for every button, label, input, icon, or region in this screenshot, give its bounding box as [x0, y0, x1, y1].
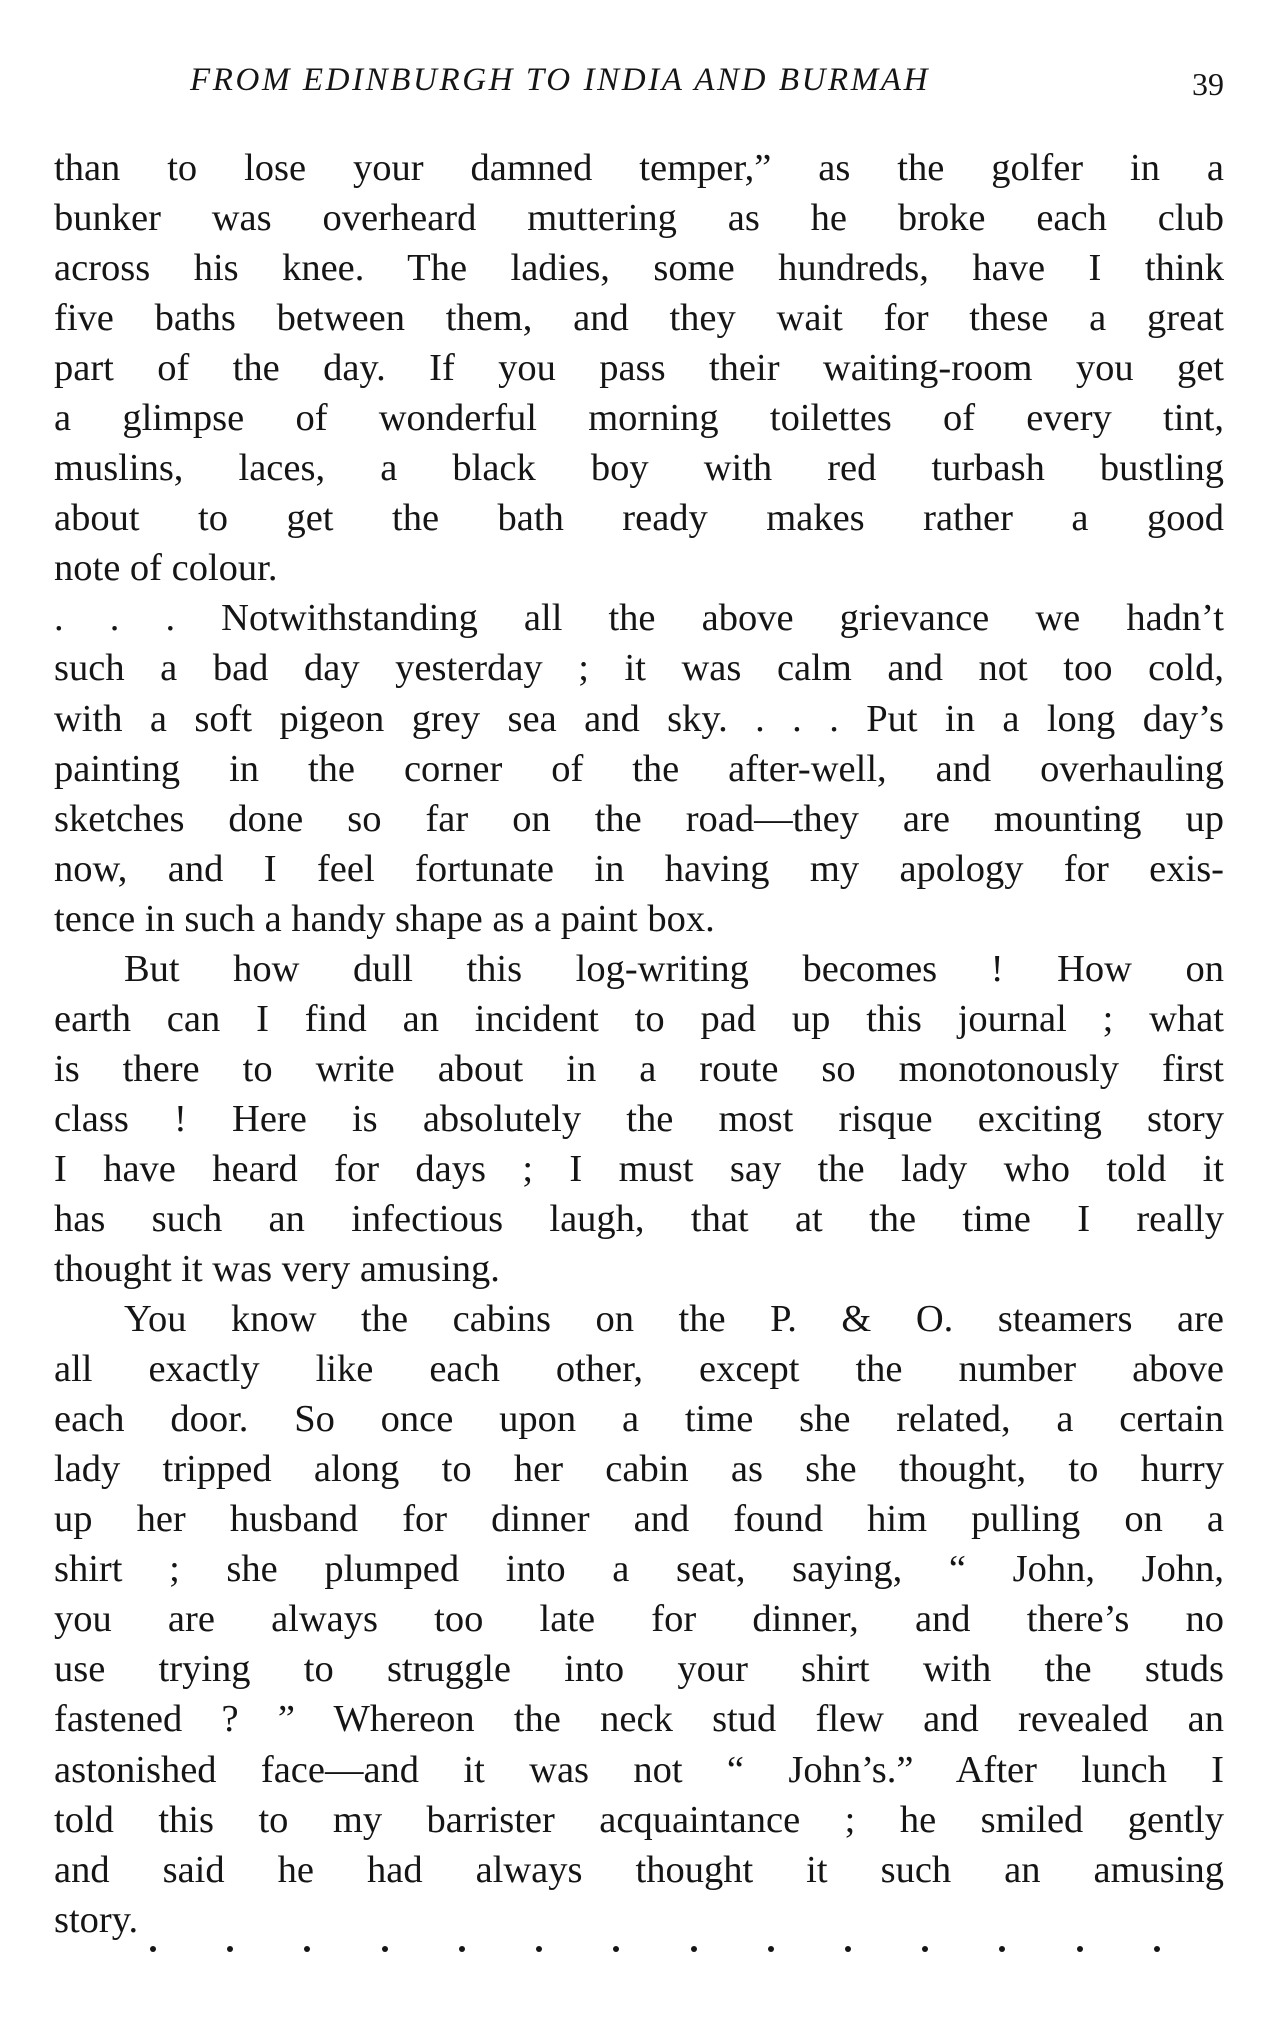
running-head: [54, 62, 1224, 108]
text-line: fastened ? ” Whereon the neck stud flew and revealed an: [54, 1698, 1224, 1741]
text-line: But how dull this log-writing becomes ! How on: [124, 947, 1224, 990]
text-line: than to lose your damned temper,” as the golfer in a: [54, 147, 1224, 189]
text-line: note of colour.: [54, 547, 278, 590]
text-line: part of the day. If you pass their waiting-room you get: [54, 347, 1224, 390]
text-line: five baths between them, and they wait for these a great: [54, 297, 1224, 340]
ellipsis-dot: [1077, 1946, 1083, 1952]
text-line: you are always too late for dinner, and there’s no: [54, 1598, 1224, 1641]
text-line: now, and I feel fortunate in having my apology for exis-: [54, 847, 1224, 890]
text-line: across his knee. The ladies, some hundreds, have I think: [54, 247, 1224, 290]
body-text: [54, 143, 1224, 1945]
text-line: tence in such a handy shape as a paint box.: [54, 897, 715, 940]
text-line: earth can I find an incident to pad up this journal ; what: [54, 997, 1224, 1040]
text-line: bunker was overheard muttering as he broke each club: [54, 197, 1224, 240]
text-line: up her husband for dinner and found him pulling on a: [54, 1498, 1224, 1541]
ellipsis-dot: [845, 1946, 851, 1952]
text-line: story.: [54, 1898, 139, 1941]
text-line: muslins, laces, a black boy with red turbash bustling: [54, 447, 1224, 490]
paragraph: [54, 944, 1224, 1294]
text-line: with a soft pigeon grey sea and sky. . . . Put in a long day’s: [54, 697, 1224, 740]
text-line: I have heard for days ; I must say the lady who told it: [54, 1147, 1224, 1190]
ellipsis-dot: [150, 1946, 156, 1952]
text-line: thought it was very amusing.: [54, 1248, 500, 1291]
paragraph: [54, 1294, 1224, 1945]
text-line: such a bad day yesterday ; it was calm and not too cold,: [54, 647, 1224, 690]
ellipsis-dot: [382, 1946, 388, 1952]
text-line: class ! Here is absolutely the most risque exciting story: [54, 1097, 1224, 1140]
ellipsis-dot: [459, 1946, 465, 1952]
text-line: is there to write about in a route so monotonously first: [54, 1047, 1224, 1090]
ellipsis-dot: [768, 1946, 774, 1952]
text-line: and said he had always thought it such an amusing: [54, 1848, 1224, 1891]
ellipsis-dot: [999, 1946, 1005, 1952]
ellipsis-dot: [613, 1946, 619, 1952]
text-line: has such an infectious laugh, that at the time I really: [54, 1197, 1224, 1240]
text-line: You know the cabins on the P. & O. steamers are: [124, 1298, 1224, 1341]
ellipsis-dot: [922, 1946, 928, 1952]
text-line: . . . Notwithstanding all the above grievance we hadn’t: [54, 597, 1224, 640]
page-number: 39: [1192, 66, 1224, 102]
text-line: use trying to struggle into your shirt with the studs: [54, 1648, 1224, 1691]
ellipsis-dot: [1154, 1946, 1160, 1952]
ellipsis-dot: [536, 1946, 542, 1952]
text-line: lady tripped along to her cabin as she thought, to hurry: [54, 1448, 1224, 1491]
text-line: all exactly like each other, except the number above: [54, 1348, 1224, 1391]
ellipsis-dot: [691, 1946, 697, 1952]
paragraph: [54, 593, 1224, 943]
paragraph: [54, 143, 1224, 593]
text-line: shirt ; she plumped into a seat, saying, “ John, John,: [54, 1548, 1224, 1591]
text-line: told this to my barrister acquaintance ; he smiled gently: [54, 1798, 1224, 1841]
text-line: each door. So once upon a time she related, a certain: [54, 1398, 1224, 1441]
ellipsis-dot: [304, 1946, 310, 1952]
ellipsis-dot: [227, 1946, 233, 1952]
section-break-dots: [150, 1946, 1160, 1952]
text-line: a glimpse of wonderful morning toilettes of every tint,: [54, 397, 1224, 440]
text-line: painting in the corner of the after-well, and overhauling: [54, 747, 1224, 790]
text-line: astonished face—and it was not “ John’s.” After lunch I: [54, 1748, 1224, 1791]
running-title: FROM EDINBURGH TO INDIA AND BURMAH: [190, 62, 931, 98]
text-line: about to get the bath ready makes rather a good: [54, 497, 1224, 540]
text-line: sketches done so far on the road—they are mounting up: [54, 797, 1224, 840]
